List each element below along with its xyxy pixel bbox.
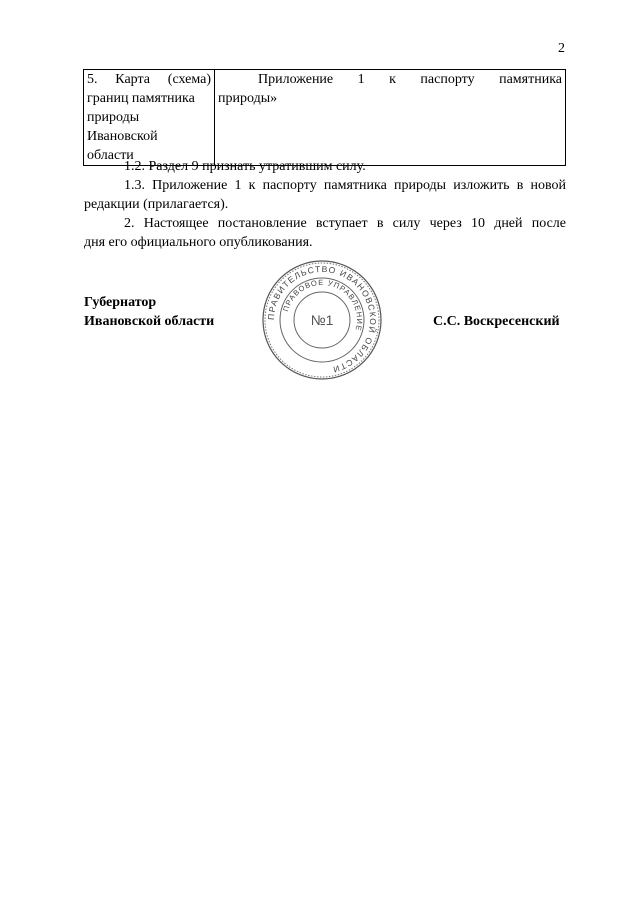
signer-title-line: Губернатор: [84, 295, 157, 310]
seal-inner-text: ПРАВОВОЕ УПРАВЛЕНИЕ: [281, 277, 365, 333]
official-seal: [261, 259, 383, 381]
seal-outer-text: ПРАВИТЕЛЬСТВО ИВАНОВСКОЙ ОБЛАСТИ: [265, 263, 379, 375]
cell-left-line: Ивановской: [87, 129, 158, 144]
page-number: 2: [558, 41, 565, 56]
paragraph-2: [84, 214, 566, 252]
table-row: [84, 70, 566, 166]
cell-left-line: области: [87, 148, 134, 163]
paragraph-1-3: [84, 176, 566, 214]
cell-left-line: природы: [87, 110, 140, 125]
cell-right-line: Приложение 1 к паспорту памятника: [258, 72, 562, 87]
signer-title-line: Ивановской области: [84, 314, 215, 329]
table-cell-left: [84, 70, 215, 166]
paragraph-line: 2. Настоящее постановление вступает в силу через 10 дней после: [124, 216, 566, 231]
cell-left-line: 5. Карта (схема): [87, 72, 211, 87]
document-table: [83, 69, 566, 166]
paragraph-line: 1.3. Приложение 1 к паспорту памятника природы изложить в новой: [124, 178, 566, 193]
seal-center-text: №1: [310, 312, 334, 328]
paragraph-line: дня его официального опубликования.: [84, 235, 313, 250]
paragraph-line: редакции (прилагается).: [84, 197, 229, 212]
cell-left-line: границ памятника: [87, 91, 195, 106]
cell-right-line: природы»: [218, 91, 278, 106]
signer-name: С.С. Воскресенский: [433, 314, 560, 329]
paragraph-1-2: 1.2. Раздел 9 признать утратившим силу.: [124, 159, 366, 174]
signer-title: [84, 293, 214, 331]
table-cell-right: [215, 70, 566, 166]
